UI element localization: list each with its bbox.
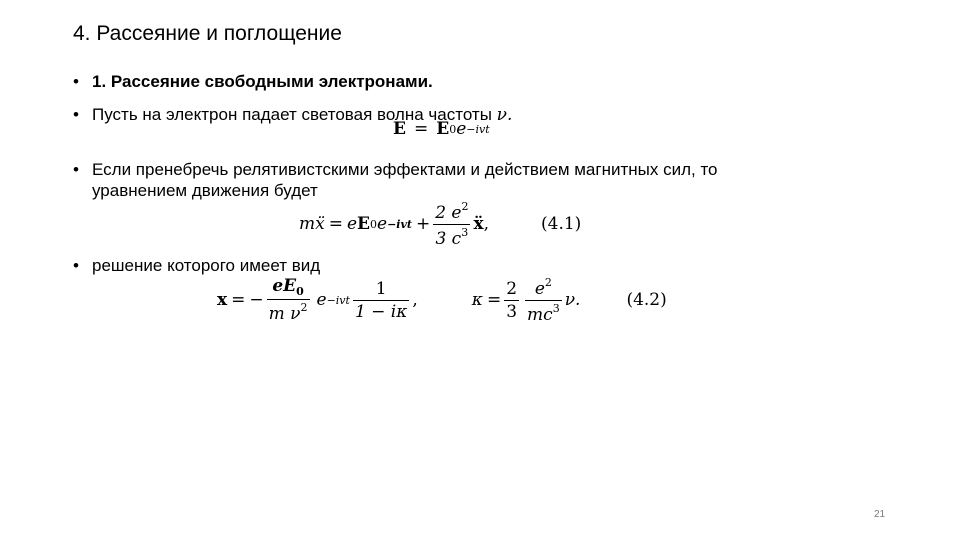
equation-4-1 <box>299 199 581 249</box>
eq41-comma: , <box>483 214 490 234</box>
eq-equals: = <box>413 119 429 139</box>
eq-exp-base: e <box>456 119 467 139</box>
eq42-exp-base: e <box>316 290 327 310</box>
eq42-den3: 3 <box>506 301 518 322</box>
eq41-num-exp: 2 <box>461 199 469 213</box>
eq42-kappa: κ <box>471 290 483 310</box>
eq42-den4: mc <box>527 304 553 325</box>
eq42-num3: 2 <box>506 278 518 299</box>
bullet-icon: • <box>73 160 79 179</box>
eq41-charge: e <box>346 214 358 234</box>
eq41-field: E <box>357 214 370 234</box>
bullet-text: решение которого имеет вид <box>92 256 321 275</box>
eq41-num: 2 e <box>435 202 462 223</box>
eq42-minus: − <box>249 290 264 310</box>
eq41-xddot: ẍ <box>473 214 484 234</box>
bullet-icon: • <box>73 72 79 91</box>
bullet-text: 1. Рассеяние свободными электронами. <box>92 72 433 91</box>
page-number: 21 <box>874 509 886 520</box>
eq-e0: E <box>436 119 450 139</box>
bullet-text-main: Пусть на электрон падает световая волна частоты <box>92 105 492 124</box>
eq42-fraction-2 <box>353 279 409 322</box>
eq41-sub0: 0 <box>370 217 377 231</box>
eq42-equals: = <box>231 290 246 310</box>
eq41-den-exp: 3 <box>461 225 469 239</box>
eq41-label: (4.1) <box>541 214 582 234</box>
bullet-icon: • <box>73 256 79 275</box>
eq42-den1: m ν <box>268 304 301 324</box>
eq42-den1-exp: 2 <box>300 301 308 314</box>
eq42-num4: e <box>534 278 545 299</box>
eq41-plus: + <box>415 214 431 234</box>
eq42-exponent: −ivt <box>326 293 350 307</box>
bullet-text: Если пренебречь релятивистскими эффектами и действием магнитных сил, то <box>92 160 718 179</box>
eq42-comma: , <box>412 290 418 310</box>
eq-exponent: −ivt <box>466 122 490 136</box>
bullet-icon: • <box>73 105 79 124</box>
eq41-exponent: −ivt <box>387 217 412 231</box>
eq42-nu: ν. <box>564 290 581 310</box>
eq-sub0: 0 <box>449 122 457 136</box>
equation-4-2 <box>217 274 667 326</box>
eq41-den: 3 c <box>435 228 462 249</box>
eq42-num1-sub: 0 <box>296 285 304 298</box>
eq41-fraction <box>433 200 470 249</box>
bullet-text: уравнением движения будет <box>92 181 318 200</box>
eq42-fraction-4 <box>525 276 562 325</box>
slide-title: 4. Рассеяние и поглощение <box>73 22 342 45</box>
eq42-equals-2: = <box>486 290 502 310</box>
eq-e-field: E <box>393 119 406 139</box>
eq41-equals: = <box>328 214 343 234</box>
eq42-label: (4.2) <box>626 290 667 310</box>
eq41-exp-base: e <box>377 214 388 234</box>
eq42-den2: 1 − iκ <box>354 301 408 322</box>
eq41-lhs: mẍ <box>299 214 325 234</box>
eq42-num1: eE <box>272 276 297 296</box>
nu-symbol: ν. <box>496 105 513 125</box>
eq42-x: x <box>217 290 228 310</box>
eq42-num4-exp: 2 <box>544 275 552 289</box>
equation-wave <box>393 119 490 139</box>
eq42-den4-exp: 3 <box>552 301 560 315</box>
eq42-fraction-3 <box>504 279 519 322</box>
eq42-fraction-1 <box>267 276 310 324</box>
eq42-num2: 1 <box>375 278 387 299</box>
